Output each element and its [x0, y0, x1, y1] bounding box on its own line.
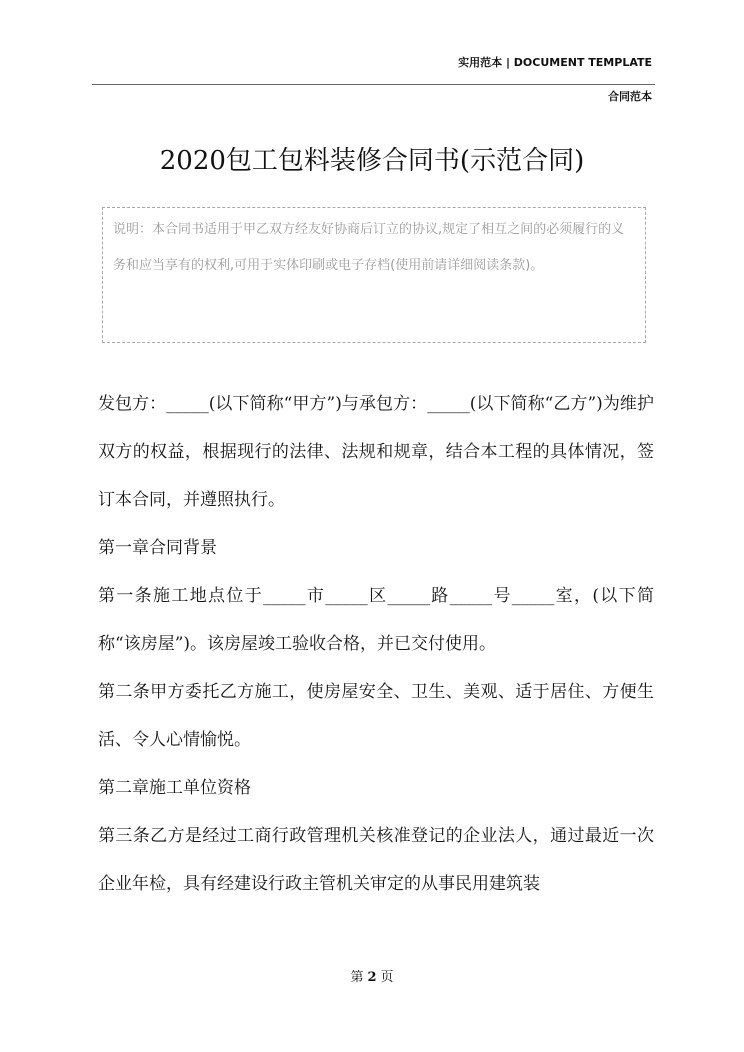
note-box	[102, 207, 646, 343]
article-3: 第三条乙方是经过工商行政管理机关核准登记的企业法人，通过最近一次企业年检，具有经建设行政主管机关审定的从事民用建筑装	[98, 826, 654, 894]
note-text: 说明：本合同书适用于甲乙双方经友好协商后订立的协议,规定了相互之间的必须履行的义务和应当享有的权利,可用于实体印刷或电子存档(使用前请详细阅读条款)。	[113, 222, 625, 273]
header-divider	[92, 84, 655, 85]
chapter-heading-1: 第一章合同背景	[98, 538, 217, 558]
document-title: 2020包工包料装修合同书(示范合同)	[159, 146, 585, 176]
document-body	[98, 380, 654, 908]
chapter-heading-2: 第二章施工单位资格	[98, 778, 251, 798]
header-label: 实用范本 | DOCUMENT TEMPLATE	[458, 56, 652, 69]
article-2: 第二条甲方委托乙方施工，使房屋安全、卫生、美观、适于居住、方便生活、令人心情愉悦。	[98, 682, 654, 750]
header-category: 合同范本	[608, 90, 652, 103]
page-number: 2	[367, 970, 377, 985]
page-suffix: 页	[380, 970, 394, 985]
paragraph-intro: 发包方：_____(以下简称“甲方”)与承包方：_____(以下简称“乙方”)为维护双方的权益，根据现行的法律、法规和规章，结合本工程的具体情况，签订本合同，并遵照执行。	[98, 394, 654, 510]
page-footer	[0, 966, 744, 985]
article-1: 第一条施工地点位于_____市_____区_____路_____号_____室，(以下简称“该房屋”)。该房屋竣工验收合格，并已交付使用。	[98, 586, 654, 654]
page-prefix: 第	[350, 970, 364, 985]
